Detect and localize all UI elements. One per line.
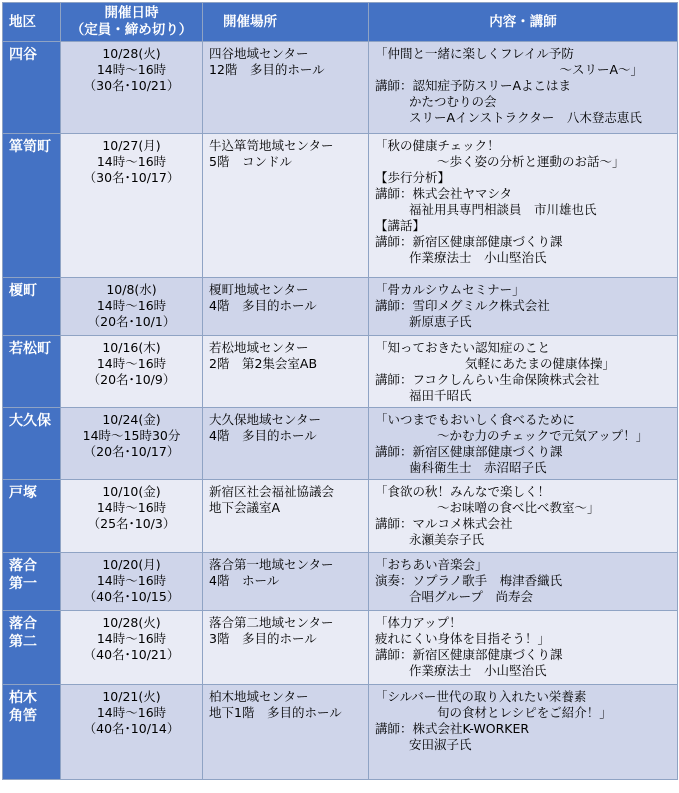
date-cell: 10/16(木) 14時～16時 （20名･10/9） (61, 336, 203, 408)
header-row (3, 3, 678, 42)
table-row (3, 480, 678, 553)
area-cell: 箪笥町 (3, 134, 61, 278)
table-row (3, 553, 678, 611)
venue-cell: 四谷地域センター 12階 多目的ホール (203, 42, 369, 134)
venue-cell: 新宿区社会福祉協議会 地下会議室A (203, 480, 369, 553)
content-cell: 「おちあい音楽会」 演奏：ソプラノ歌手 梅津香織氏 合唱グループ 尚寿会 (369, 553, 678, 611)
area-cell: 落合 第一 (3, 553, 61, 611)
date-cell: 10/28(火) 14時～16時 （30名･10/21） (61, 42, 203, 134)
table-row (3, 278, 678, 336)
area-cell: 四谷 (3, 42, 61, 134)
date-cell: 10/28(火) 14時～16時 （40名･10/21） (61, 611, 203, 685)
event-schedule-table (2, 2, 678, 780)
area-cell: 榎町 (3, 278, 61, 336)
table-row (3, 408, 678, 480)
area-header: 地区 (3, 3, 61, 42)
area-cell: 若松町 (3, 336, 61, 408)
content-cell: 「いつまでもおいしく食べるために ～かむ力のチェックで元気アップ！」 講師：新宿区健康部健康づくり課 歯科衛生士 赤沼昭子氏 (369, 408, 678, 480)
table-row (3, 42, 678, 134)
content-cell: 「仲間と一緒に楽しくフレイル予防 ～スリーA～」 講師：認知症予防スリーAよこはま かたつむりの会 スリーAインストラクター 八木登志恵氏 (369, 42, 678, 134)
date-cell: 10/27(月) 14時～16時 （30名･10/17） (61, 134, 203, 278)
content-cell: 「秋の健康チェック！ ～歩く姿の分析と運動のお話～」 【歩行分析】 講師：株式会社ヤマシタ 福祉用具専門相談員 市川雄也氏 【講話】 講師：新宿区健康部健康づくり課 作業療法士 小山堅治氏 (369, 134, 678, 278)
date-cell: 10/10(金) 14時～16時 （25名･10/3） (61, 480, 203, 553)
venue-header: 開催場所 (203, 3, 369, 42)
date-cell: 10/24(金) 14時～15時30分 （20名･10/17） (61, 408, 203, 480)
date-cell: 10/21(火) 14時～16時 （40名･10/14） (61, 685, 203, 780)
content-cell: 「食欲の秋！みんなで楽しく！ ～お味噌の食べ比べ教室～」 講師：マルコメ株式会社 永瀬美奈子氏 (369, 480, 678, 553)
area-cell: 柏木 角筈 (3, 685, 61, 780)
table-row (3, 134, 678, 278)
date-cell: 10/20(月) 14時～16時 （40名･10/15） (61, 553, 203, 611)
area-cell: 大久保 (3, 408, 61, 480)
venue-cell: 牛込箪笥地域センター 5階 コンドル (203, 134, 369, 278)
content-cell: 「シルバー世代の取り入れたい栄養素 旬の食材とレシピをご紹介！」 講師：株式会社K-WORKER 安田淑子氏 (369, 685, 678, 780)
table-row (3, 685, 678, 780)
area-cell: 戸塚 (3, 480, 61, 553)
venue-cell: 榎町地域センター 4階 多目的ホール (203, 278, 369, 336)
content-cell: 「骨カルシウムセミナー」 講師：雪印メグミルク株式会社 新原恵子氏 (369, 278, 678, 336)
content-header: 内容・講師 (369, 3, 678, 42)
date-header: 開催日時 （定員・締め切り） (61, 3, 203, 42)
area-cell: 落合 第二 (3, 611, 61, 685)
venue-cell: 若松地域センター 2階 第2集会室AB (203, 336, 369, 408)
content-cell: 「知っておきたい認知症のこと 気軽にあたまの健康体操」 講師：フコクしんらい生命保険株式会社 福田千昭氏 (369, 336, 678, 408)
table-row (3, 336, 678, 408)
venue-cell: 柏木地域センター 地下1階 多目的ホール (203, 685, 369, 780)
content-cell: 「体力アップ！ 疲れにくい身体を目指そう！」 講師：新宿区健康部健康づくり課 作業療法士 小山堅治氏 (369, 611, 678, 685)
venue-cell: 落合第二地域センター 3階 多目的ホール (203, 611, 369, 685)
venue-cell: 落合第一地域センター 4階 ホール (203, 553, 369, 611)
venue-cell: 大久保地域センター 4階 多目的ホール (203, 408, 369, 480)
date-cell: 10/8(水) 14時～16時 （20名･10/1） (61, 278, 203, 336)
table-row (3, 611, 678, 685)
